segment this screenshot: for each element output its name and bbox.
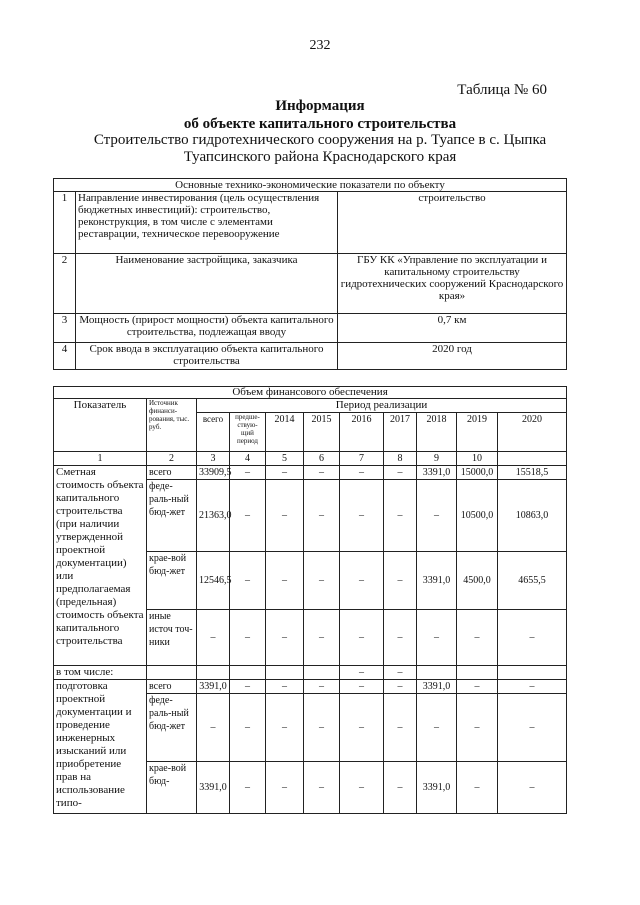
col-number: 7 <box>340 452 384 466</box>
including-label: в том числе: <box>54 666 147 680</box>
col-number: 2 <box>147 452 197 466</box>
period-col-total: всего <box>197 413 230 452</box>
page-number: 232 <box>309 38 331 53</box>
indicator-label: Мощность (прирост мощности) объекта капитального строительства, подлежащая вводу <box>76 314 338 343</box>
period-col-2016: 2016 <box>340 413 384 452</box>
indicator-label: Наименование застройщика, заказчика <box>76 254 338 314</box>
value-cell: 21363,0 <box>197 480 230 552</box>
indicator-label: Направление инвестирования (цель осуществления бюджетных инвестиций): строительство, реконструкция, в том числе с элементами реставрации, техническое перевооружение <box>76 192 338 254</box>
value-cell: – <box>230 610 266 666</box>
value-cell: – <box>304 466 340 480</box>
value-cell: – <box>266 610 304 666</box>
value-cell: – <box>230 552 266 610</box>
source-label: всего <box>147 680 197 694</box>
value-cell: – <box>384 694 417 762</box>
value-cell: – <box>457 610 498 666</box>
object-name <box>0 132 640 166</box>
value-cell: 10500,0 <box>457 480 498 552</box>
period-col-2018: 2018 <box>417 413 457 452</box>
value-cell: – <box>197 610 230 666</box>
value-cell: 3391,0 <box>417 552 457 610</box>
indicator-value: строительство <box>338 192 567 254</box>
value-cell: – <box>384 666 417 680</box>
value-cell: – <box>230 680 266 694</box>
col-number: 3 <box>197 452 230 466</box>
value-cell: – <box>230 480 266 552</box>
value-cell: – <box>417 480 457 552</box>
value-cell: 3391,0 <box>197 680 230 694</box>
col-number: 6 <box>304 452 340 466</box>
row-number: 3 <box>54 314 76 343</box>
indicator-value: 0,7 км <box>338 314 567 343</box>
period-col-2017: 2017 <box>384 413 417 452</box>
value-cell: – <box>498 694 567 762</box>
source-label: феде-раль-ный бюд-жет <box>147 694 197 762</box>
value-cell: – <box>384 680 417 694</box>
value-cell: – <box>304 480 340 552</box>
financing-header: Объем финансового обеспечения <box>54 387 567 399</box>
source-label: иные источ точ-ники <box>147 610 197 666</box>
value-cell: 3391,0 <box>417 762 457 814</box>
source-label: всего <box>147 466 197 480</box>
table-label: Таблица № 60 <box>457 82 547 98</box>
value-cell: – <box>498 762 567 814</box>
source-label: феде-раль-ный бюд-жет <box>147 480 197 552</box>
col-number: 5 <box>266 452 304 466</box>
value-cell: – <box>266 694 304 762</box>
value-cell: 3391,0 <box>417 680 457 694</box>
value-cell: – <box>340 666 384 680</box>
value-cell: – <box>230 762 266 814</box>
indicator-value: ГБУ КК «Управление по эксплуатации и капитальному строительству гидротехнических сооружений Краснодарского края» <box>338 254 567 314</box>
value-cell: – <box>498 680 567 694</box>
value-cell: 3391,0 <box>417 466 457 480</box>
value-cell: – <box>197 694 230 762</box>
value-cell: 4500,0 <box>457 552 498 610</box>
document-title: Информация <box>275 98 365 114</box>
value-cell: – <box>384 480 417 552</box>
col-number: 8 <box>384 452 417 466</box>
value-cell: 10863,0 <box>498 480 567 552</box>
value-cell: – <box>266 552 304 610</box>
value-cell: – <box>230 694 266 762</box>
value-cell: – <box>340 610 384 666</box>
col-number: 1 <box>54 452 147 466</box>
value-cell: – <box>304 610 340 666</box>
indicators-header: Основные технико-экономические показатели по объекту <box>54 179 567 192</box>
period-col-previous: предше-ствую-щий период <box>230 413 266 452</box>
value-cell: – <box>457 694 498 762</box>
value-cell: – <box>230 466 266 480</box>
period-col-2019: 2019 <box>457 413 498 452</box>
value-cell: – <box>340 466 384 480</box>
col-number: 10 <box>457 452 498 466</box>
value-cell: – <box>417 694 457 762</box>
document-subtitle: об объекте капитального строительства <box>183 116 457 132</box>
value-cell: – <box>457 680 498 694</box>
value-cell: – <box>304 552 340 610</box>
value-cell: – <box>384 762 417 814</box>
col-number: 9 <box>417 452 457 466</box>
value-cell: – <box>340 762 384 814</box>
indicator-value: 2020 год <box>338 343 567 370</box>
source-label: крае-вой бюд-жет <box>147 552 197 610</box>
col-number <box>498 452 567 466</box>
col-indicator-header: Показатель <box>54 399 147 452</box>
value-cell: – <box>417 610 457 666</box>
period-col-2014: 2014 <box>266 413 304 452</box>
value-cell: – <box>457 762 498 814</box>
value-cell: – <box>498 610 567 666</box>
value-cell: – <box>340 480 384 552</box>
financing-table <box>53 386 567 814</box>
estimated-cost-label: Сметная стоимость объекта капитального строительства (при наличии утвержденной проектной документации) или предполагаемая (предельная) стоимость объекта капитального строительства <box>54 466 147 666</box>
value-cell: 33909,5 <box>197 466 230 480</box>
value-cell: – <box>304 694 340 762</box>
row-number: 4 <box>54 343 76 370</box>
value-cell: – <box>266 480 304 552</box>
value-cell: – <box>266 680 304 694</box>
value-cell: – <box>384 552 417 610</box>
value-cell: – <box>340 694 384 762</box>
row-number: 1 <box>54 192 76 254</box>
value-cell: 15518,5 <box>498 466 567 480</box>
col-number: 4 <box>230 452 266 466</box>
source-label: крае-вой бюд- <box>147 762 197 814</box>
value-cell: – <box>304 680 340 694</box>
value-cell: – <box>384 610 417 666</box>
object-name-line-1: Строительство гидротехнического сооружения на р. Туапсе в с. Цыпка <box>93 132 547 148</box>
value-cell: 12546,5 <box>197 552 230 610</box>
value-cell: – <box>384 466 417 480</box>
value-cell: 3391,0 <box>197 762 230 814</box>
row-number: 2 <box>54 254 76 314</box>
value-cell: – <box>266 466 304 480</box>
value-cell: – <box>340 680 384 694</box>
value-cell: – <box>340 552 384 610</box>
col-source-header: Источник финанси-рования, тыс. руб. <box>147 399 197 452</box>
period-col-2015: 2015 <box>304 413 340 452</box>
value-cell: – <box>266 762 304 814</box>
value-cell: – <box>304 762 340 814</box>
period-col-2020: 2020 <box>498 413 567 452</box>
indicator-label: Срок ввода в эксплуатацию объекта капитального строительства <box>76 343 338 370</box>
period-header: Период реализации <box>197 399 567 413</box>
design-documentation-label: подготовка проектной документации и проведение инженерных изысканий или приобретение прав на использование типо- <box>54 680 147 814</box>
value-cell: 15000,0 <box>457 466 498 480</box>
object-name-line-2: Туапсинского района Краснодарского края <box>183 149 457 165</box>
value-cell: 4655,5 <box>498 552 567 610</box>
indicators-table <box>53 178 567 370</box>
